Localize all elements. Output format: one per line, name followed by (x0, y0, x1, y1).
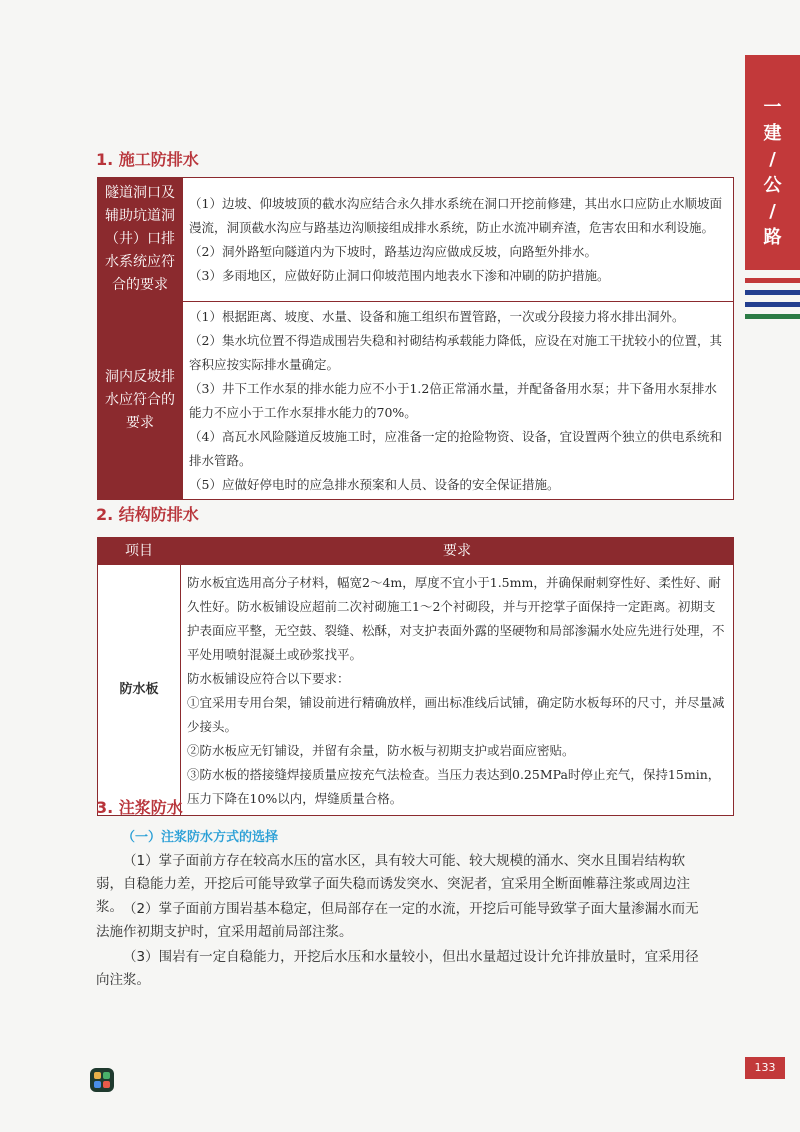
section3-subtitle: （一）注浆防水方式的选择 (122, 830, 279, 845)
stripe-green (745, 314, 800, 319)
text-line: 防水板宜选用高分子材料，幅宽2～4m，厚度不宜小于1.5mm，并确保耐刺穿性好、柔性好、耐久性好。防水板铺设应超前二次衬砌施工1～2个衬砌段，并与开挖掌子面保持一定距离。初期支护表面应平整，无空鼓、裂缝、松酥，对支护表面外露的坚硬物和局部渗漏水处应先进行处理，不平处用喷射混凝土或砂浆找平。 (187, 575, 725, 662)
table-row (98, 302, 734, 500)
list-item: （3）井下工作水泵的排水能力应不小于1.2倍正常涌水量，并配备备用水泵；井下备用水泵排水能力不应小于工作水泵排水能力的70%。 (189, 381, 717, 420)
chapter-tab (745, 55, 800, 270)
section1-title: 1. 施工防排水 (96, 150, 199, 169)
paragraph: （1）掌子面前方存在较高水压的富水区，具有较大可能、较大规模的涌水、突水且围岩结构软弱，自稳能力差，开挖后可能导致掌子面失稳而诱发突水、突泥者，宜采用全断面帷幕注浆或周边注浆。 (96, 853, 690, 915)
list-item: （4）高瓦水风险隧道反坡施工时，应准备一定的抢险物资、设备，宜设置两个独立的供电系统和排水管路。 (189, 429, 722, 468)
list-item: （1）根据距离、坡度、水量、设备和施工组织布置管路，一次或分段接力将水排出洞外。 (189, 309, 685, 324)
table-row (98, 178, 734, 302)
list-item: （2）洞外路堑向隧道内为下坡时，路基边沟应做成反坡，向路堑外排水。 (189, 244, 597, 259)
brand-logo-icon (90, 1068, 114, 1092)
row-label: 隧道洞口及辅助坑道洞（井）口排水系统应符合的要求 (98, 178, 183, 302)
text-line: 防水板铺设应符合以下要求： (187, 671, 350, 686)
chapter-tab-text: 一 建 / 公 / 路 (763, 97, 782, 248)
section3-title: 3. 注浆防水 (96, 798, 183, 817)
list-item: （1）边坡、仰坡坡顶的截水沟应结合永久排水系统在洞口开挖前修建，其出水口应防止水顺坡面漫流，洞顶截水沟应与路基边沟顺接组成排水系统，防止水流冲刷弃渣，危害农田和水利设施。 (189, 196, 722, 235)
table-drainage-construction (97, 177, 734, 500)
text-line: ①宜采用专用台架，铺设前进行精确放样，画出标准线后试铺，确定防水板每环的尺寸，并尽量减少接头。 (187, 695, 725, 734)
paragraph: （3）围岩有一定自稳能力，开挖后水压和水量较小，但出水量超过设计允许排放量时，宜采用径向注浆。 (96, 949, 699, 988)
row-content (181, 565, 734, 816)
header-cell-requirement: 要求 (181, 538, 734, 565)
header-cell-item: 项目 (98, 538, 181, 565)
text-line: ②防水板应无钉铺设，并留有余量，防水板与初期支护或岩面应密贴。 (187, 743, 575, 758)
stripe-blue-2 (745, 302, 800, 307)
table-header-row (98, 538, 734, 565)
row-content (183, 178, 734, 302)
section2-title: 2. 结构防排水 (96, 505, 199, 524)
text-line: ③防水板的搭接缝焊接质量应按充气法检查。当压力表达到0.25MPa时停止充气，保持15min，压力下降在10%以内，焊缝质量合格。 (187, 767, 721, 806)
stripe-red (745, 278, 800, 283)
row-label: 防水板 (98, 565, 181, 816)
row-label: 洞内反坡排水应符合的要求 (98, 302, 183, 500)
list-item: （3）多雨地区，应做好防止洞口仰坡范围内地表水下渗和冲刷的防护措施。 (189, 268, 610, 283)
stripe-blue-1 (745, 290, 800, 295)
list-item: （5）应做好停电时的应急排水预案和人员、设备的安全保证措施。 (189, 477, 560, 492)
row-content (183, 302, 734, 500)
paragraph: （2）掌子面前方围岩基本稳定，但局部存在一定的水流，开挖后可能导致掌子面大量渗漏水而无法施作初期支护时，宜采用超前局部注浆。 (96, 901, 699, 940)
list-item: （2）集水坑位置不得造成围岩失稳和衬砌结构承载能力降低，应设在对施工干扰较小的位置，其容积应按实际排水量确定。 (189, 333, 722, 372)
table-structure-waterproofing (97, 537, 734, 816)
page-number: 133 (745, 1057, 785, 1079)
table-row (98, 565, 734, 816)
